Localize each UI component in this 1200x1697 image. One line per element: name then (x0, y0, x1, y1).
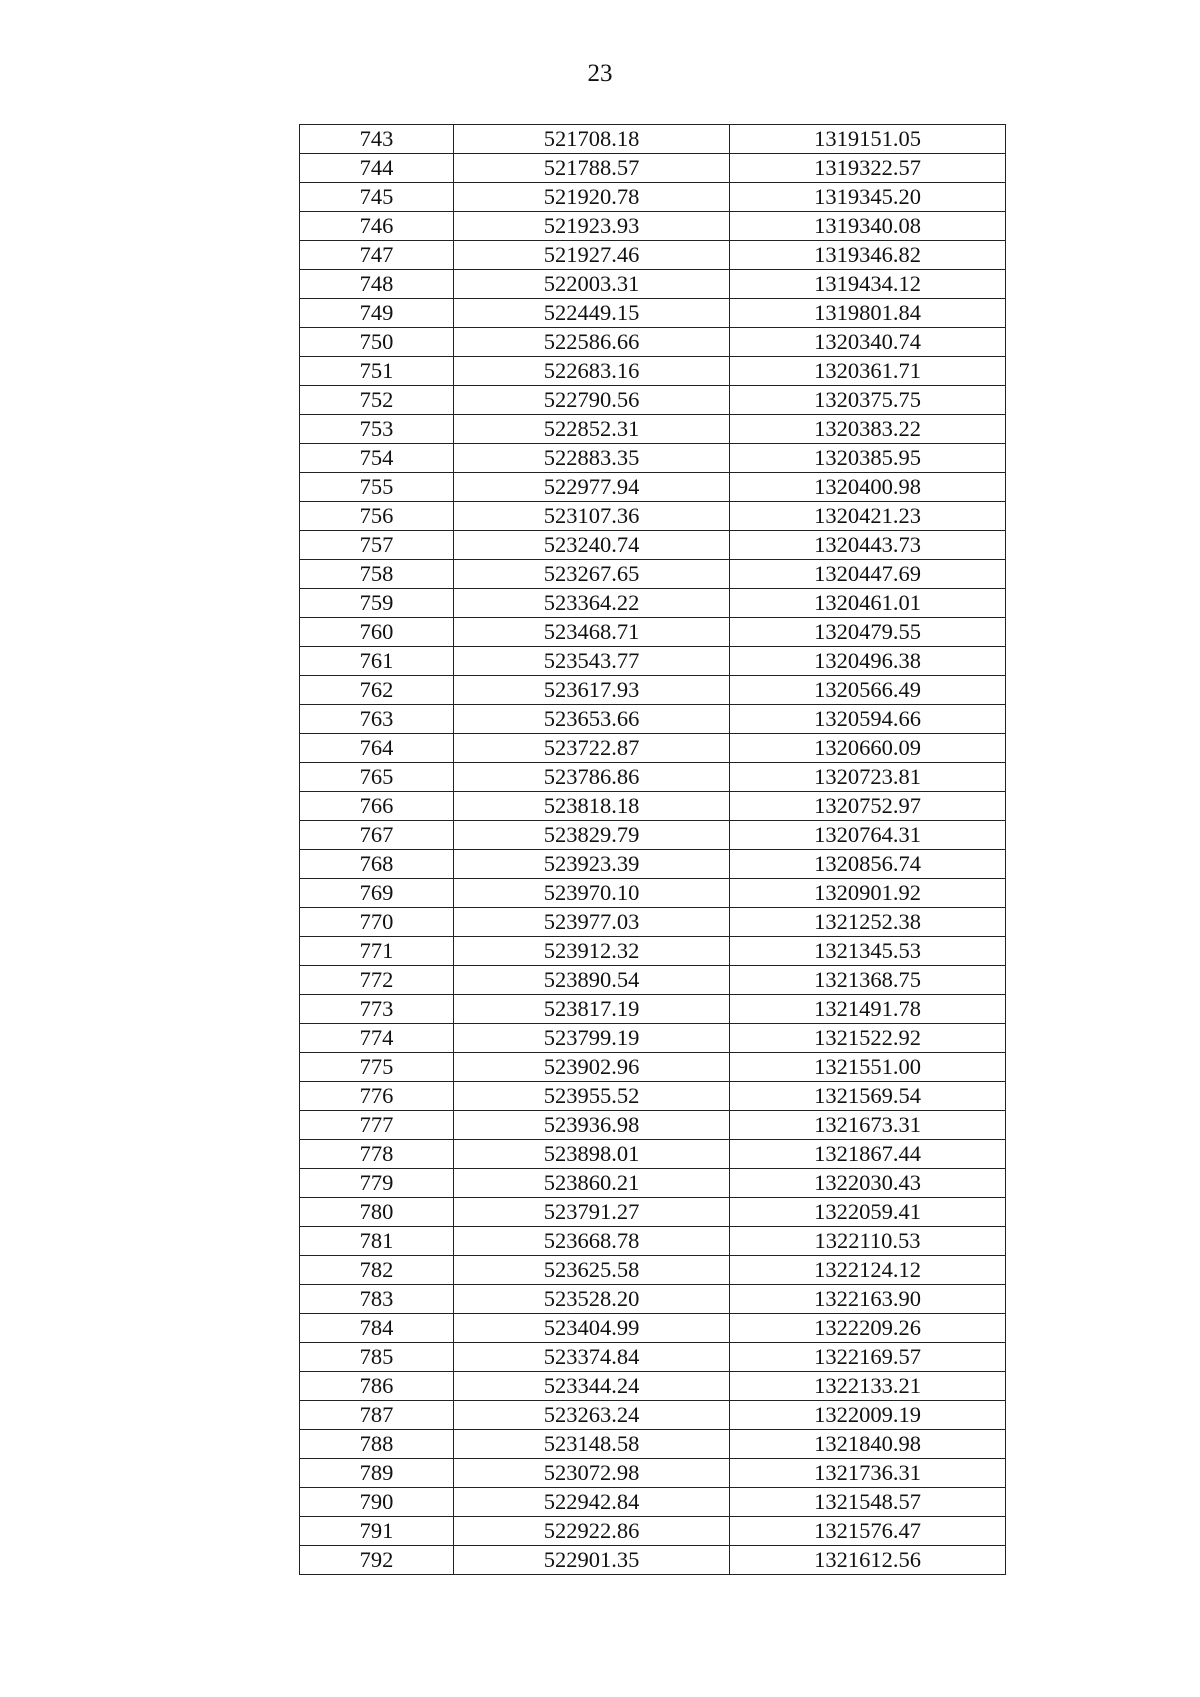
point-number-cell: 762 (300, 676, 454, 705)
table-row (300, 676, 1006, 705)
table-row (300, 1140, 1006, 1169)
point-number-cell: 781 (300, 1227, 454, 1256)
y-coordinate-cell: 1322009.19 (730, 1401, 1006, 1430)
point-number-cell: 789 (300, 1459, 454, 1488)
table-row (300, 125, 1006, 154)
y-coordinate-cell: 1322124.12 (730, 1256, 1006, 1285)
point-number-cell: 773 (300, 995, 454, 1024)
point-number-cell: 765 (300, 763, 454, 792)
table-row (300, 995, 1006, 1024)
x-coordinate-cell: 523107.36 (454, 502, 730, 531)
y-coordinate-cell: 1321867.44 (730, 1140, 1006, 1169)
x-coordinate-cell: 523240.74 (454, 531, 730, 560)
table-row (300, 1546, 1006, 1575)
point-number-cell: 779 (300, 1169, 454, 1198)
point-number-cell: 766 (300, 792, 454, 821)
table-row (300, 1401, 1006, 1430)
y-coordinate-cell: 1321736.31 (730, 1459, 1006, 1488)
y-coordinate-cell: 1321569.54 (730, 1082, 1006, 1111)
point-number-cell: 754 (300, 444, 454, 473)
x-coordinate-cell: 522922.86 (454, 1517, 730, 1546)
table-row (300, 647, 1006, 676)
point-number-cell: 753 (300, 415, 454, 444)
table-row (300, 1111, 1006, 1140)
table-row (300, 1459, 1006, 1488)
table-row (300, 212, 1006, 241)
point-number-cell: 743 (300, 125, 454, 154)
point-number-cell: 785 (300, 1343, 454, 1372)
point-number-cell: 763 (300, 705, 454, 734)
x-coordinate-cell: 523072.98 (454, 1459, 730, 1488)
x-coordinate-cell: 523970.10 (454, 879, 730, 908)
table-row (300, 966, 1006, 995)
x-coordinate-cell: 522883.35 (454, 444, 730, 473)
table-row (300, 908, 1006, 937)
y-coordinate-cell: 1321252.38 (730, 908, 1006, 937)
y-coordinate-cell: 1322169.57 (730, 1343, 1006, 1372)
table-row (300, 1082, 1006, 1111)
x-coordinate-cell: 521920.78 (454, 183, 730, 212)
x-coordinate-cell: 523936.98 (454, 1111, 730, 1140)
point-number-cell: 764 (300, 734, 454, 763)
y-coordinate-cell: 1320443.73 (730, 531, 1006, 560)
x-coordinate-cell: 523528.20 (454, 1285, 730, 1314)
point-number-cell: 770 (300, 908, 454, 937)
x-coordinate-cell: 523860.21 (454, 1169, 730, 1198)
x-coordinate-cell: 521788.57 (454, 154, 730, 183)
point-number-cell: 752 (300, 386, 454, 415)
table-row (300, 502, 1006, 531)
point-number-cell: 749 (300, 299, 454, 328)
table-row (300, 937, 1006, 966)
y-coordinate-cell: 1321522.92 (730, 1024, 1006, 1053)
x-coordinate-cell: 522790.56 (454, 386, 730, 415)
y-coordinate-cell: 1321368.75 (730, 966, 1006, 995)
x-coordinate-cell: 523148.58 (454, 1430, 730, 1459)
table-row (300, 1285, 1006, 1314)
x-coordinate-cell: 523668.78 (454, 1227, 730, 1256)
x-coordinate-cell: 523977.03 (454, 908, 730, 937)
x-coordinate-cell: 521708.18 (454, 125, 730, 154)
y-coordinate-cell: 1321551.00 (730, 1053, 1006, 1082)
table-row (300, 1488, 1006, 1517)
point-number-cell: 774 (300, 1024, 454, 1053)
x-coordinate-cell: 522003.31 (454, 270, 730, 299)
point-number-cell: 757 (300, 531, 454, 560)
y-coordinate-cell: 1321576.47 (730, 1517, 1006, 1546)
table-row (300, 1343, 1006, 1372)
y-coordinate-cell: 1320594.66 (730, 705, 1006, 734)
x-coordinate-cell: 523722.87 (454, 734, 730, 763)
y-coordinate-cell: 1321491.78 (730, 995, 1006, 1024)
table-row (300, 1024, 1006, 1053)
table-row (300, 183, 1006, 212)
x-coordinate-cell: 523543.77 (454, 647, 730, 676)
table-row (300, 415, 1006, 444)
y-coordinate-cell: 1322059.41 (730, 1198, 1006, 1227)
table-row (300, 1227, 1006, 1256)
point-number-cell: 771 (300, 937, 454, 966)
y-coordinate-cell: 1320375.75 (730, 386, 1006, 415)
y-coordinate-cell: 1320479.55 (730, 618, 1006, 647)
x-coordinate-cell: 521927.46 (454, 241, 730, 270)
table-row (300, 357, 1006, 386)
point-number-cell: 761 (300, 647, 454, 676)
table-row (300, 1314, 1006, 1343)
point-number-cell: 744 (300, 154, 454, 183)
point-number-cell: 746 (300, 212, 454, 241)
y-coordinate-cell: 1320421.23 (730, 502, 1006, 531)
point-number-cell: 768 (300, 850, 454, 879)
table-row (300, 705, 1006, 734)
y-coordinate-cell: 1320340.74 (730, 328, 1006, 357)
table-row (300, 299, 1006, 328)
y-coordinate-cell: 1320566.49 (730, 676, 1006, 705)
y-coordinate-cell: 1320496.38 (730, 647, 1006, 676)
x-coordinate-cell: 522449.15 (454, 299, 730, 328)
x-coordinate-cell: 523890.54 (454, 966, 730, 995)
y-coordinate-cell: 1322110.53 (730, 1227, 1006, 1256)
y-coordinate-cell: 1321673.31 (730, 1111, 1006, 1140)
y-coordinate-cell: 1322030.43 (730, 1169, 1006, 1198)
y-coordinate-cell: 1321345.53 (730, 937, 1006, 966)
point-number-cell: 769 (300, 879, 454, 908)
table-row (300, 734, 1006, 763)
table-row (300, 154, 1006, 183)
table-row (300, 821, 1006, 850)
table-row (300, 386, 1006, 415)
point-number-cell: 783 (300, 1285, 454, 1314)
x-coordinate-cell: 522683.16 (454, 357, 730, 386)
point-number-cell: 775 (300, 1053, 454, 1082)
y-coordinate-cell: 1320447.69 (730, 560, 1006, 589)
coordinates-table-body (300, 125, 1006, 1575)
x-coordinate-cell: 523923.39 (454, 850, 730, 879)
table-row (300, 589, 1006, 618)
point-number-cell: 760 (300, 618, 454, 647)
table-row (300, 1053, 1006, 1082)
x-coordinate-cell: 523344.24 (454, 1372, 730, 1401)
point-number-cell: 745 (300, 183, 454, 212)
x-coordinate-cell: 523791.27 (454, 1198, 730, 1227)
coordinates-table (299, 124, 1006, 1575)
point-number-cell: 787 (300, 1401, 454, 1430)
y-coordinate-cell: 1320856.74 (730, 850, 1006, 879)
point-number-cell: 786 (300, 1372, 454, 1401)
x-coordinate-cell: 523829.79 (454, 821, 730, 850)
y-coordinate-cell: 1320383.22 (730, 415, 1006, 444)
y-coordinate-cell: 1322163.90 (730, 1285, 1006, 1314)
point-number-cell: 772 (300, 966, 454, 995)
table-row (300, 1198, 1006, 1227)
y-coordinate-cell: 1319434.12 (730, 270, 1006, 299)
table-row (300, 1256, 1006, 1285)
point-number-cell: 750 (300, 328, 454, 357)
point-number-cell: 758 (300, 560, 454, 589)
x-coordinate-cell: 522977.94 (454, 473, 730, 502)
point-number-cell: 782 (300, 1256, 454, 1285)
y-coordinate-cell: 1322133.21 (730, 1372, 1006, 1401)
y-coordinate-cell: 1320764.31 (730, 821, 1006, 850)
y-coordinate-cell: 1319151.05 (730, 125, 1006, 154)
y-coordinate-cell: 1321840.98 (730, 1430, 1006, 1459)
x-coordinate-cell: 523625.58 (454, 1256, 730, 1285)
y-coordinate-cell: 1320400.98 (730, 473, 1006, 502)
table-row (300, 1372, 1006, 1401)
point-number-cell: 777 (300, 1111, 454, 1140)
table-row (300, 618, 1006, 647)
y-coordinate-cell: 1319322.57 (730, 154, 1006, 183)
x-coordinate-cell: 523786.86 (454, 763, 730, 792)
table-row (300, 473, 1006, 502)
x-coordinate-cell: 522586.66 (454, 328, 730, 357)
y-coordinate-cell: 1320361.71 (730, 357, 1006, 386)
table-row (300, 850, 1006, 879)
point-number-cell: 784 (300, 1314, 454, 1343)
point-number-cell: 792 (300, 1546, 454, 1575)
y-coordinate-cell: 1319345.20 (730, 183, 1006, 212)
x-coordinate-cell: 523374.84 (454, 1343, 730, 1372)
x-coordinate-cell: 522901.35 (454, 1546, 730, 1575)
y-coordinate-cell: 1319346.82 (730, 241, 1006, 270)
table-row (300, 1430, 1006, 1459)
y-coordinate-cell: 1320901.92 (730, 879, 1006, 908)
point-number-cell: 790 (300, 1488, 454, 1517)
y-coordinate-cell: 1320461.01 (730, 589, 1006, 618)
x-coordinate-cell: 521923.93 (454, 212, 730, 241)
table-row (300, 763, 1006, 792)
point-number-cell: 780 (300, 1198, 454, 1227)
y-coordinate-cell: 1321548.57 (730, 1488, 1006, 1517)
x-coordinate-cell: 523799.19 (454, 1024, 730, 1053)
point-number-cell: 788 (300, 1430, 454, 1459)
x-coordinate-cell: 523653.66 (454, 705, 730, 734)
table-row (300, 241, 1006, 270)
table-row (300, 1517, 1006, 1546)
point-number-cell: 755 (300, 473, 454, 502)
table-row (300, 792, 1006, 821)
point-number-cell: 776 (300, 1082, 454, 1111)
point-number-cell: 751 (300, 357, 454, 386)
x-coordinate-cell: 523898.01 (454, 1140, 730, 1169)
y-coordinate-cell: 1320752.97 (730, 792, 1006, 821)
table-row (300, 444, 1006, 473)
point-number-cell: 791 (300, 1517, 454, 1546)
x-coordinate-cell: 523617.93 (454, 676, 730, 705)
table-row (300, 270, 1006, 299)
table-row (300, 531, 1006, 560)
x-coordinate-cell: 523902.96 (454, 1053, 730, 1082)
y-coordinate-cell: 1321612.56 (730, 1546, 1006, 1575)
x-coordinate-cell: 522852.31 (454, 415, 730, 444)
x-coordinate-cell: 523468.71 (454, 618, 730, 647)
x-coordinate-cell: 523818.18 (454, 792, 730, 821)
x-coordinate-cell: 523267.65 (454, 560, 730, 589)
point-number-cell: 756 (300, 502, 454, 531)
point-number-cell: 759 (300, 589, 454, 618)
x-coordinate-cell: 523263.24 (454, 1401, 730, 1430)
y-coordinate-cell: 1322209.26 (730, 1314, 1006, 1343)
x-coordinate-cell: 522942.84 (454, 1488, 730, 1517)
y-coordinate-cell: 1320660.09 (730, 734, 1006, 763)
x-coordinate-cell: 523817.19 (454, 995, 730, 1024)
x-coordinate-cell: 523404.99 (454, 1314, 730, 1343)
table-row (300, 879, 1006, 908)
point-number-cell: 778 (300, 1140, 454, 1169)
table-row (300, 560, 1006, 589)
y-coordinate-cell: 1320385.95 (730, 444, 1006, 473)
y-coordinate-cell: 1319340.08 (730, 212, 1006, 241)
x-coordinate-cell: 523912.32 (454, 937, 730, 966)
x-coordinate-cell: 523364.22 (454, 589, 730, 618)
x-coordinate-cell: 523955.52 (454, 1082, 730, 1111)
y-coordinate-cell: 1320723.81 (730, 763, 1006, 792)
table-row (300, 328, 1006, 357)
y-coordinate-cell: 1319801.84 (730, 299, 1006, 328)
point-number-cell: 767 (300, 821, 454, 850)
table-row (300, 1169, 1006, 1198)
page-number: 23 (587, 60, 613, 87)
point-number-cell: 747 (300, 241, 454, 270)
point-number-cell: 748 (300, 270, 454, 299)
